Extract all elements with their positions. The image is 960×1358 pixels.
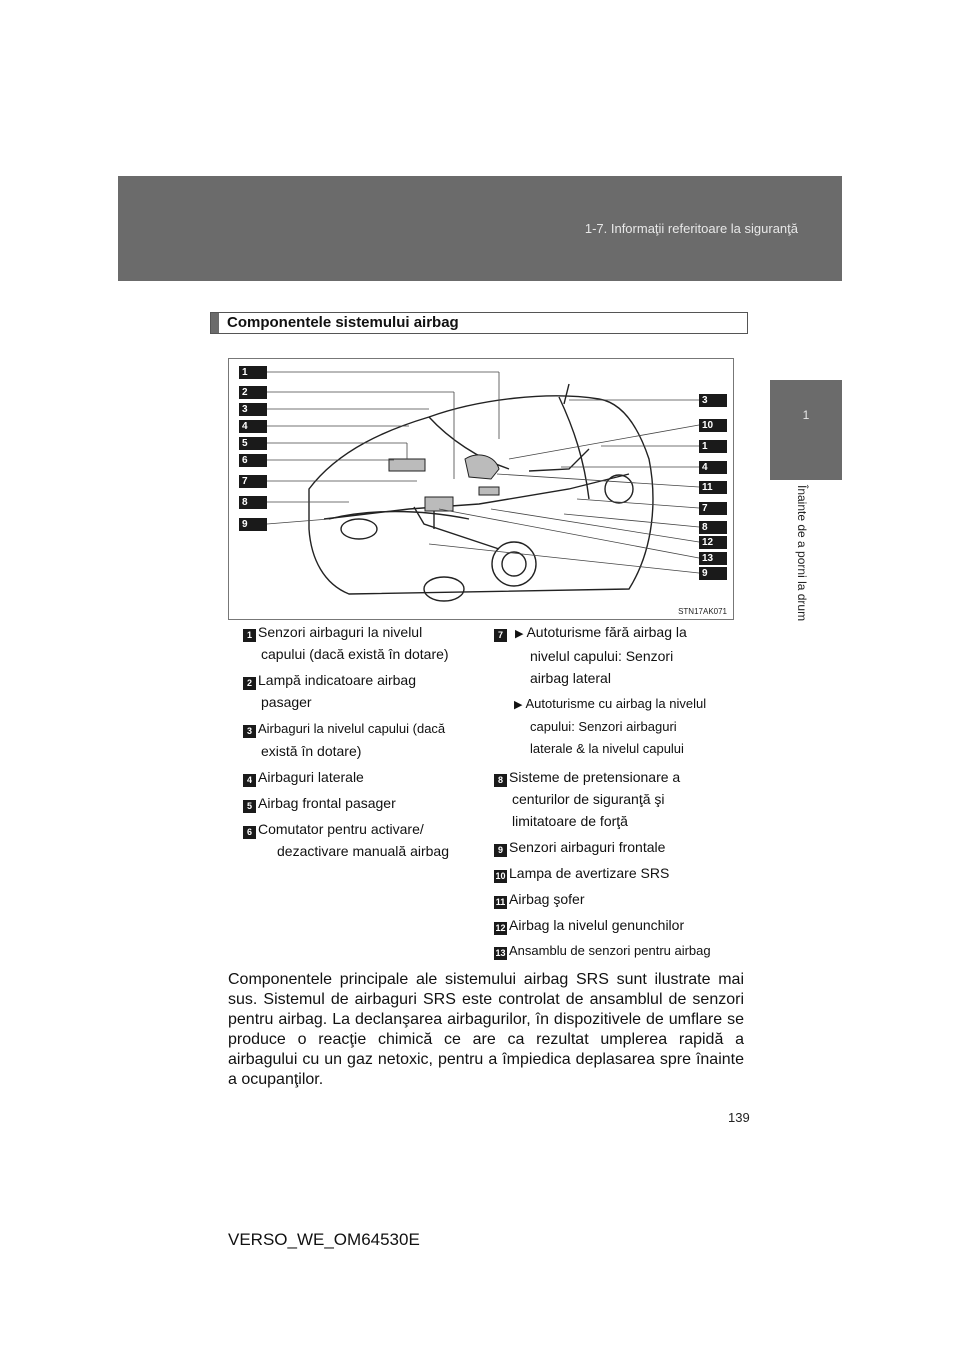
chapter-tab — [770, 380, 842, 480]
legend-number: 3 — [243, 725, 256, 738]
callout-left-5: 5 — [239, 437, 267, 450]
callout-right-10: 10 — [699, 419, 727, 432]
section-title: Componentele sistemului airbag — [227, 314, 459, 331]
legend-right — [494, 621, 744, 962]
legend-number: 11 — [495, 897, 506, 907]
legend-item: 12 Airbag la nivelul genunchilor — [495, 917, 685, 933]
legend-number: 1 — [243, 629, 256, 642]
callout-right-1: 1 — [699, 440, 727, 453]
legend-item: 10 Lampa de avertizare SRS — [495, 865, 670, 881]
legend-item: 7 ▶ Autoturisme fără airbag la nivelul capului: Senzori airbag lateral — [494, 621, 744, 689]
legend-item: 3 Airbaguri la nivelul capului (dacă există în dotare) — [243, 717, 483, 762]
legend-number: 13 — [495, 948, 506, 958]
legend-number: 8 — [494, 774, 507, 787]
airbag-diagram — [228, 358, 734, 620]
callout-right-12: 12 — [699, 536, 727, 549]
figure-code: STN17AK071 — [678, 607, 727, 616]
callout-right-11: 11 — [699, 481, 727, 494]
callout-left-6: 6 — [239, 454, 267, 467]
body-paragraph: Componentele principale ale sistemului airbag SRS sunt ilustrate mai sus. Sistemul de airbaguri SRS este controlat de ansamblul de senzori pentru airbag. La declanşarea airbagurilor, în dispozitivele de umflare se produce o reacţie chimică ce are ca rezultat umplerea rapidă a airbagului cu un gaz netoxic, pentru a împiedica deplasarea spre înainte a ocupanţilor. — [228, 971, 744, 1088]
legend-number: 6 — [243, 826, 256, 839]
legend-item: 11 Airbag şofer — [495, 891, 585, 907]
legend-item: 5 Airbag frontal pasager — [243, 792, 483, 814]
legend-item: 13 Ansamblu de senzori pentru airbag — [495, 943, 711, 958]
section-breadcrumb: 1-7. Informaţii referitoare la siguranţă — [584, 221, 798, 236]
legend-item: 1 Senzori airbaguri la nivelul capului (dacă există în dotare) — [243, 621, 483, 665]
legend-number: 12 — [495, 923, 506, 933]
chapter-label-container — [778, 485, 826, 635]
legend-number: 10 — [495, 871, 506, 881]
legend-item: 4 Airbaguri laterale — [243, 766, 483, 788]
callout-left-9: 9 — [239, 518, 267, 531]
callout-right-9: 9 — [699, 567, 727, 580]
callout-left-4: 4 — [239, 420, 267, 433]
arrow-icon: ▶ — [514, 699, 523, 711]
legend-number: 7 — [494, 629, 507, 642]
callout-right-13: 13 — [699, 552, 727, 565]
header-band — [118, 176, 842, 281]
legend-left — [243, 621, 483, 862]
page-number: 139 — [728, 1110, 750, 1125]
legend-number: 5 — [243, 800, 256, 813]
callout-right-8: 8 — [699, 521, 727, 534]
callout-right-7: 7 — [699, 502, 727, 515]
legend-number: 2 — [243, 677, 256, 690]
arrow-icon: ▶ — [515, 628, 524, 640]
callout-left-8: 8 — [239, 496, 267, 509]
legend-item: 9 Senzori airbaguri frontale — [494, 836, 744, 858]
section-title-box — [210, 312, 748, 334]
legend-subitem: ▶ Autoturisme cu airbag la nivelul capului: Senzori airbaguri laterale & la nivelul capului — [514, 696, 707, 756]
section-title-marker — [211, 313, 219, 333]
chapter-label: Înainte de a porni la drum — [795, 485, 809, 622]
callout-left-1: 1 — [239, 366, 267, 379]
legend-number: 9 — [494, 844, 507, 857]
legend-item: 2 Lampă indicatoare airbag pasager — [243, 669, 483, 713]
car-illustration — [229, 359, 733, 619]
legend-item: 6 Comutator pentru activare/ dezactivare manuală airbag — [243, 818, 483, 862]
legend-number: 4 — [243, 774, 256, 787]
callout-left-3: 3 — [239, 403, 267, 416]
legend-item: 8 Sisteme de pretensionare a centurilor de siguranţă şi limitatoare de forţă — [494, 766, 744, 832]
callout-right-3: 3 — [699, 394, 727, 407]
callout-right-4: 4 — [699, 461, 727, 474]
chapter-number: 1 — [802, 408, 810, 422]
callout-left-2: 2 — [239, 386, 267, 399]
footer-code: VERSO_WE_OM64530E — [228, 1230, 420, 1249]
callout-left-7: 7 — [239, 475, 267, 488]
